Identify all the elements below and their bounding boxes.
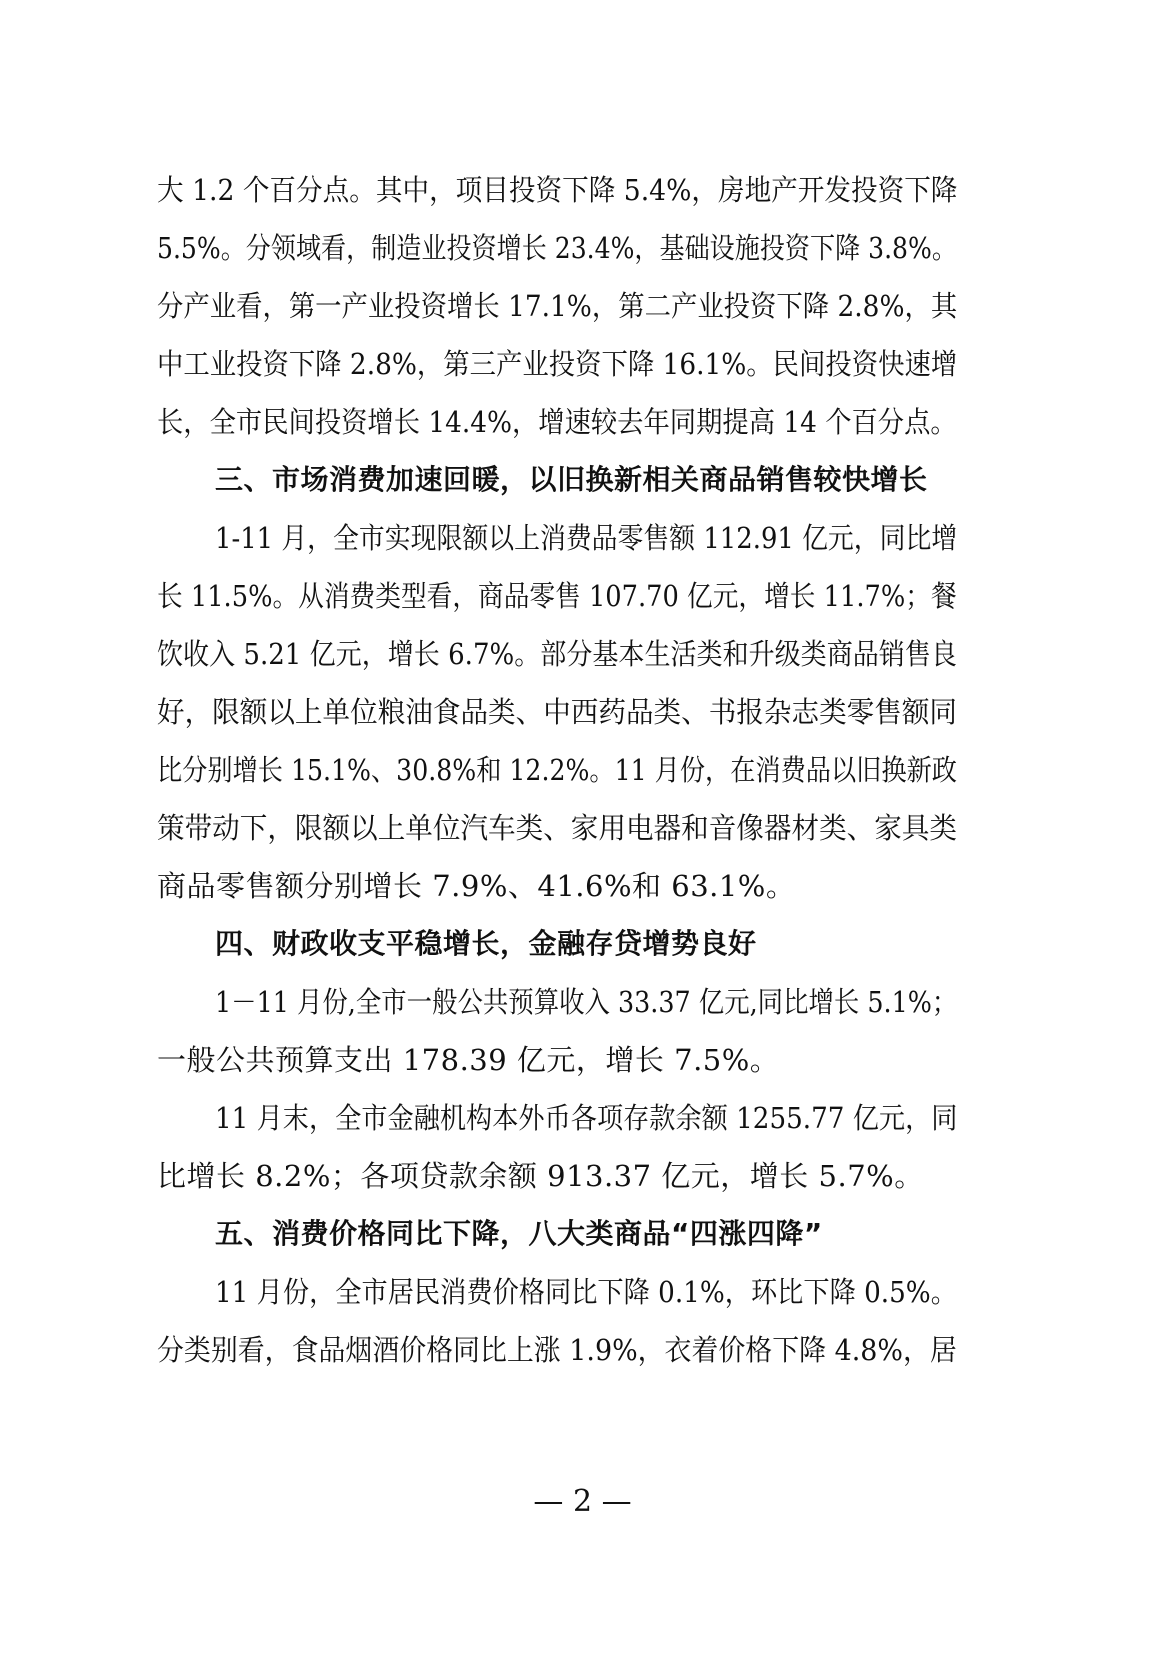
paragraph-line: 大 1.2 个百分点。其中，项目投资下降 5.4%，房地产开发投资下降: [157, 173, 958, 207]
paragraph-line: 比分别增长 15.1%、30.8%和 12.2%。11 月份，在消费品以旧换新政: [157, 753, 957, 787]
paragraph-line: 分产业看，第一产业投资增长 17.1%，第二产业投资下降 2.8%，其: [157, 289, 958, 323]
paragraph-line: 11 月份，全市居民消费价格同比下降 0.1%，环比下降 0.5%。: [215, 1275, 957, 1309]
page-number: — 2 —: [533, 1484, 632, 1519]
paragraph-line: 好，限额以上单位粮油食品类、中西药品类、书报杂志类零售额同: [157, 695, 958, 729]
paragraph-line: 1－11 月份,全市一般公共预算收入 33.37 亿元,同比增长 5.1%；: [215, 985, 958, 1019]
section-heading: 三、市场消费加速回暖，以旧换新相关商品销售较快增长: [215, 463, 928, 496]
paragraph-line: 一般公共预算支出 178.39 亿元，增长 7.5%。: [157, 1043, 780, 1077]
paragraph-line: 11 月末，全市金融机构本外币各项存款余额 1255.77 亿元，同: [215, 1101, 958, 1135]
section-heading: 五、消费价格同比下降，八大类商品“四涨四降”: [215, 1217, 823, 1250]
paragraph-line: 长 11.5%。从消费类型看，商品零售 107.70 亿元，增长 11.7%；餐: [157, 579, 957, 613]
paragraph-line: 商品零售额分别增长 7.9%、41.6%和 63.1%。: [157, 869, 796, 903]
paragraph-line: 长，全市民间投资增长 14.4%，增速较去年同期提高 14 个百分点。: [157, 405, 957, 439]
paragraph-line: 比增长 8.2%；各项贷款余额 913.37 亿元，增长 5.7%。: [157, 1159, 924, 1193]
paragraph-line: 1-11 月，全市实现限额以上消费品零售额 112.91 亿元，同比增: [215, 521, 958, 555]
paragraph-line: 5.5%。分领域看，制造业投资增长 23.4%，基础设施投资下降 3.8%。: [157, 231, 957, 265]
section-heading: 四、财政收支平稳增长，金融存贷增势良好: [215, 927, 757, 960]
paragraph-line: 分类别看，食品烟酒价格同比上涨 1.9%，衣着价格下降 4.8%，居: [157, 1333, 957, 1367]
paragraph-line: 饮收入 5.21 亿元，增长 6.7%。部分基本生活类和升级类商品销售良: [157, 637, 957, 671]
paragraph-line: 策带动下，限额以上单位汽车类、家用电器和音像器材类、家具类: [157, 811, 958, 845]
paragraph-line: 中工业投资下降 2.8%，第三产业投资下降 16.1%。民间投资快速增: [157, 347, 958, 381]
